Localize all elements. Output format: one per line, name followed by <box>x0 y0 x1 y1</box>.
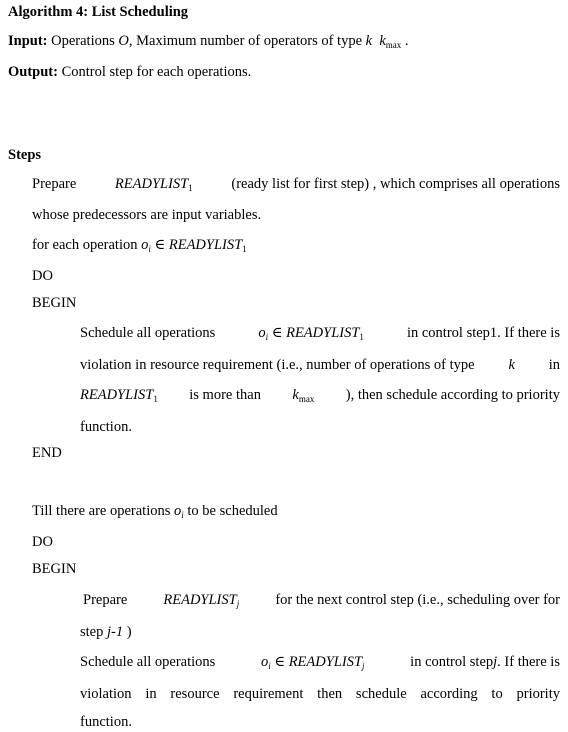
output-label: Output: <box>8 64 58 80</box>
begin-keyword-2: BEGIN <box>32 561 77 577</box>
for-each-line: for each operation $o_i$ ∈ $READYLIST_1$ <box>32 237 247 254</box>
schedule-first-line-3: $READYLIST_1$ is more than $k_{max}$ ), then schedule according to priority <box>80 387 560 404</box>
steps-heading: Steps <box>8 147 42 163</box>
schedule-next-line-3: function. <box>80 714 132 730</box>
schedule-first-line-1: Schedule all operations $o_i$ ∈ $READYLIST_1$ in control step1. If there is <box>80 325 560 342</box>
input-line: Input: Operations O, Maximum number of operators of type k $k_{max}$ . <box>8 33 409 50</box>
prepare-first-line-2: whose predecessors are input variables. <box>32 207 262 223</box>
do-keyword-1: DO <box>32 268 53 284</box>
input-label: Input: <box>8 33 48 49</box>
prepare-first-line-1: Prepare $READYLIST_1$ (ready list for first step) , which comprises all operations <box>32 176 560 193</box>
schedule-first-line-2: violation in resource requirement (i.e., number of operations of type k in <box>80 357 560 373</box>
end-keyword-1: END <box>32 445 62 461</box>
begin-keyword-1: BEGIN <box>32 295 77 311</box>
do-keyword-2: DO <box>32 534 53 550</box>
till-line: Till there are operations $o_i$ to be scheduled <box>32 503 278 520</box>
prepare-next-line-2: step j-1 ) <box>80 624 132 640</box>
prepare-next-line-1: Prepare $READYLIST_j$ for the next control step (i.e., scheduling over for <box>83 592 560 609</box>
output-line: Output: Control step for each operations. <box>8 64 252 80</box>
schedule-next-line-2: violation in resource requirement then schedule according to priority <box>80 686 560 702</box>
schedule-next-line-1: Schedule all operations $o_i$ ∈ $READYLIST_j$ in control stepj. If there is <box>80 654 560 671</box>
schedule-first-line-4: function. <box>80 419 132 435</box>
algorithm-title: Algorithm 4: List Scheduling <box>8 4 189 20</box>
